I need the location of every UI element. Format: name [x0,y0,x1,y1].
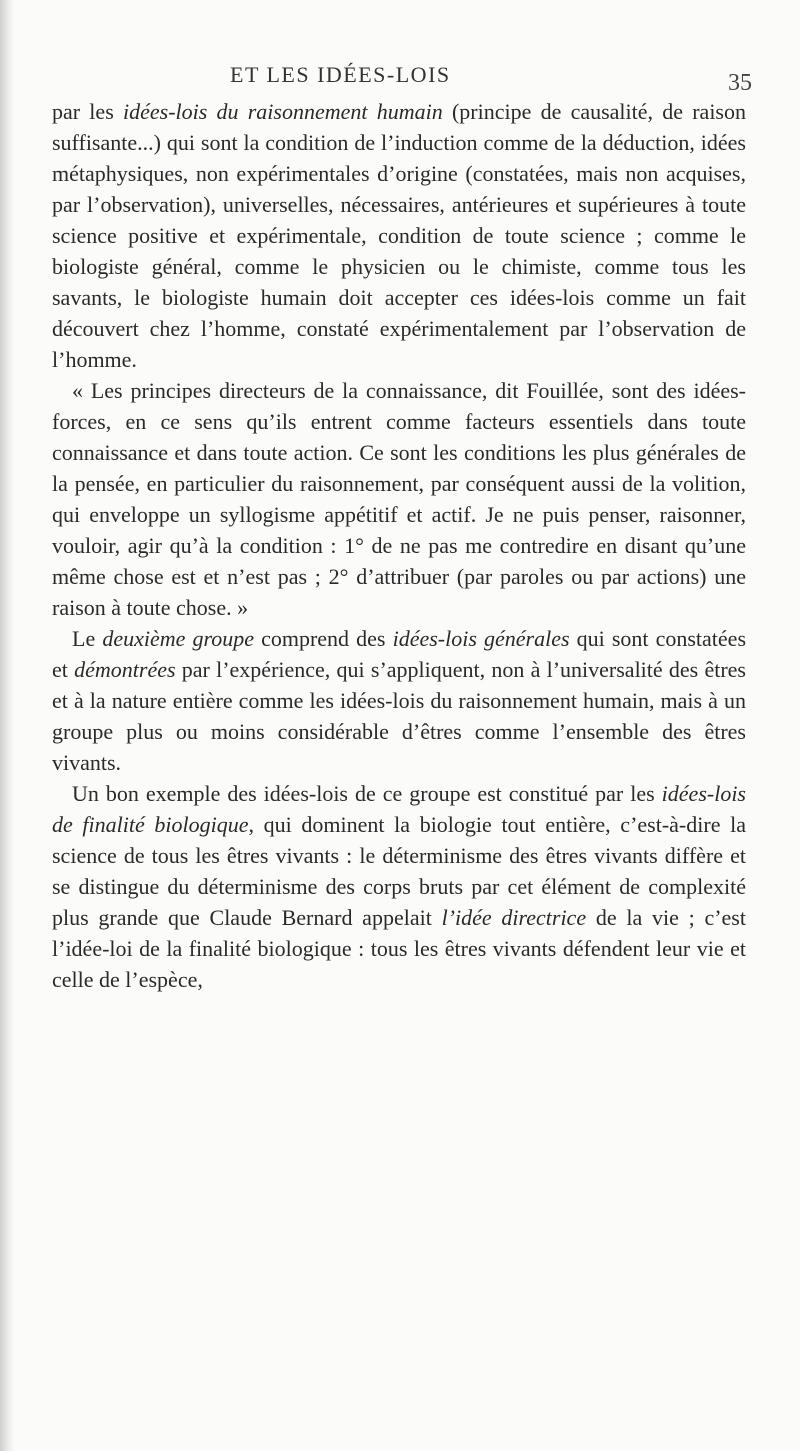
text-segment: comprend des [253,626,393,651]
page-number: 35 [728,70,752,96]
text-segment: Un bon exemple des idées-lois de ce groupe est constitué par les [72,781,662,806]
paragraph [52,375,746,623]
text-segment: qui sont constatées et [52,626,747,682]
text-segment: , qui dominent la biologie tout entière, c’est-à-dire la science de tous les êtres vivants : le déterminisme des êtres vivants diffère et se distingue du déterminisme des corps bruts par cet élément de complexité plus grande que Claude Bernard appelait [52,812,746,930]
text-segment: par les [52,99,123,124]
paragraph [52,778,746,995]
italic-segment: idées-lois du raisonnement humain [122,99,443,124]
italic-segment: idées-lois de finalité biologique [52,781,746,837]
text-segment: de la vie ; c’est l’idée-loi de la finalité biologique : tous les êtres vivants défendent leur vie et celle de l’espèce, [52,905,746,992]
paragraph [52,623,746,778]
paragraph [52,96,746,375]
italic-segment: idées-lois générales [392,626,570,651]
body-text [52,96,746,995]
text-segment: par l’expérience, qui s’appliquent, non à l’universalité des êtres et à la nature entière comme les idées-lois du raisonnement humain, mais à un groupe plus ou moins considérable d’êtres comme l’ensemble des êtres vivants. [52,657,746,775]
italic-segment: deuxième groupe [102,626,254,651]
italic-segment: l’idée directrice [441,905,587,930]
quotation-text: « Les principes directeurs de la connaissance, dit Fouillée, sont des idées-forces, en ce sens qu’ils entrent comme facteurs essentiels dans toute connaissance et dans toute action. Ce sont les conditions les plus générales de la pensée, en particulier du raisonnement, par conséquent aussi de la volition, qui enveloppe un syllogisme appétitif et actif. Je ne puis penser, raisonner, vouloir, agir qu’à la condition : 1° de ne pas me contredire en disant qu’une même chose est et n’est pas ; 2° d’attribuer (par paroles ou par actions) une raison à toute chose. » [52,378,746,620]
italic-segment: démontrées [74,657,176,682]
text-segment: Le [72,626,103,651]
running-head: ET LES IDÉES-LOIS [230,62,451,87]
text-segment: (principe de causalité, de raison suffisante...) qui sont la condition de l’induction comme de la déduction, idées métaphysiques, non expérimentales d’origine (constatées, mais non acquises, par l’observation), universelles, nécessaires, antérieures et supérieures à toute science positive et expérimentale, condition de toute science ; comme le biologiste général, comme le physicien ou le chimiste, comme tous les savants, le biologiste humain doit accepter ces idées-lois comme un fait découvert chez l’homme, constaté expérimentalement par l’observation de l’homme. [52,99,746,372]
